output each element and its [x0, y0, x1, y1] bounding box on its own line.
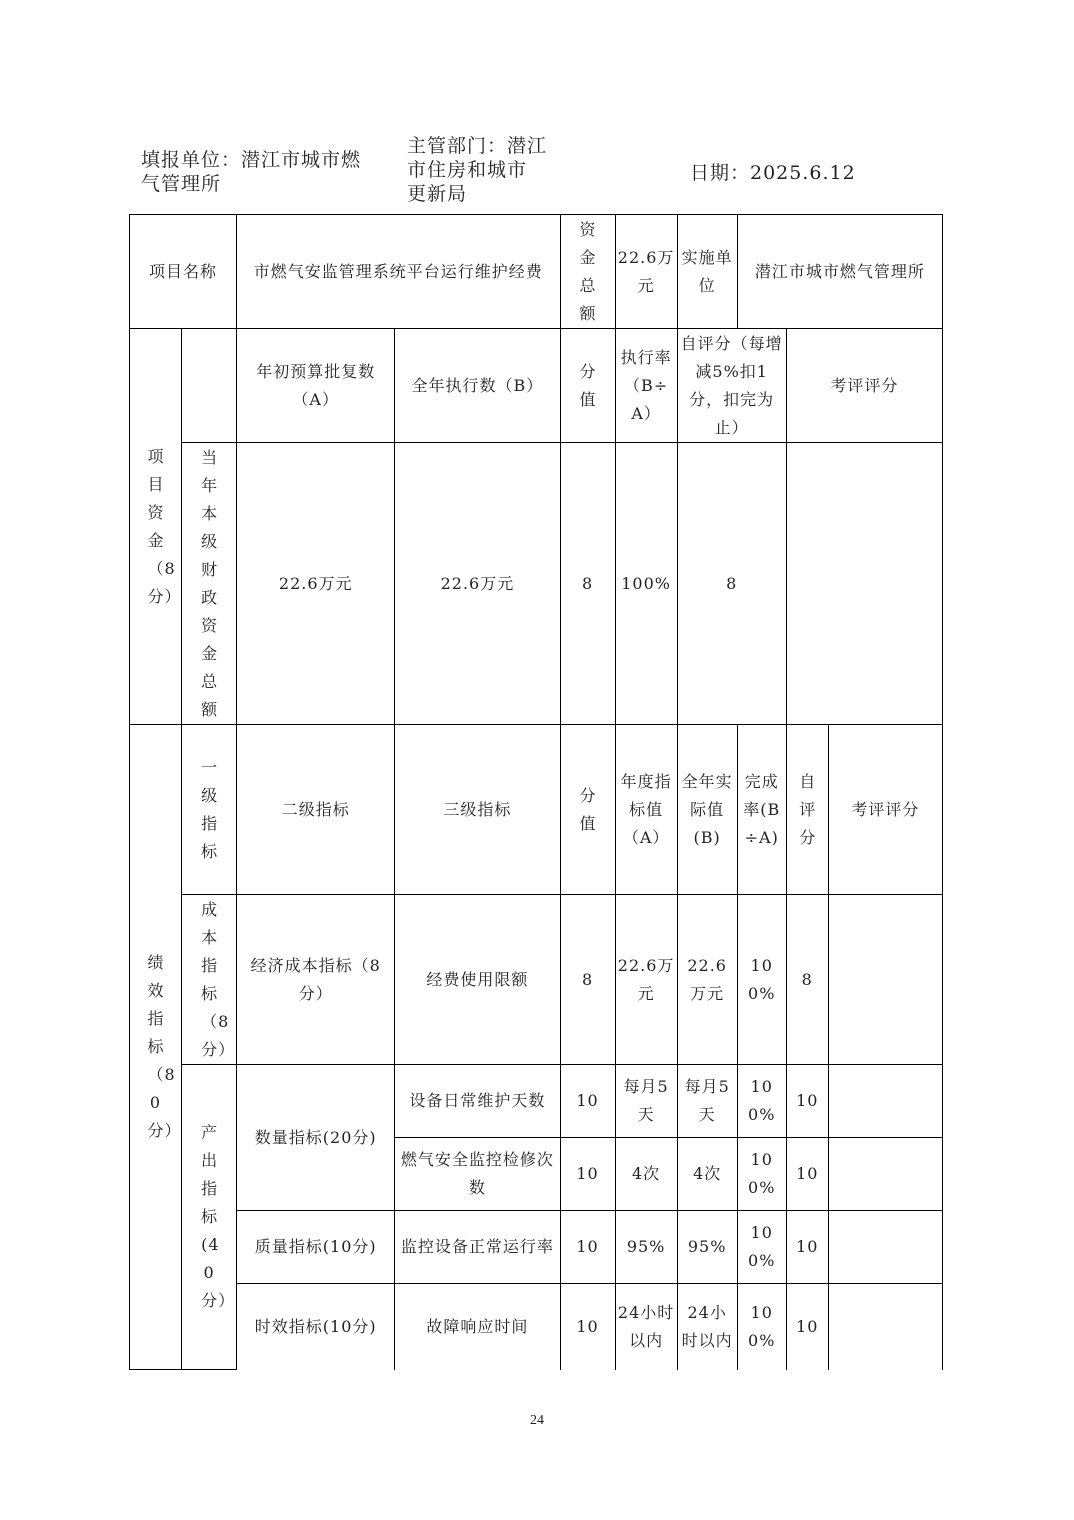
reporting-unit [141, 148, 386, 196]
row-level3: 故障响应时间 [395, 1284, 560, 1370]
row-score: 10 [560, 1138, 615, 1211]
row-actual: 4次 [677, 1138, 737, 1211]
cost-review [828, 895, 942, 1065]
row-self: 10 [786, 1284, 828, 1370]
quantity-level2: 数量指标(20分) [237, 1065, 395, 1211]
row-level3: 设备日常维护天数 [395, 1065, 560, 1138]
impl-unit-value: 潜江市城市燃气管理所 [737, 215, 942, 329]
cost-score: 8 [560, 895, 615, 1065]
row-score: 10 [560, 1065, 615, 1138]
perf-col-review-header: 考评评分 [828, 725, 942, 895]
total-funds-value: 22.6万元 [615, 215, 677, 329]
project-name-label: 项目名称 [130, 215, 237, 329]
cost-actual: 22.6万元 [677, 895, 737, 1065]
budget-value: 22.6万元 [237, 443, 395, 725]
funds-header-blank [182, 329, 237, 443]
row-review [828, 1065, 942, 1138]
col-executed-header: 全年执行数（B） [395, 329, 560, 443]
row-rate: 100% [737, 1211, 786, 1284]
funds-score-value: 8 [560, 443, 615, 725]
row-review [828, 1138, 942, 1211]
funds-section-label: 项目资金（8分） [130, 329, 182, 725]
table-row [130, 1065, 943, 1138]
row-score: 10 [560, 1284, 615, 1370]
funds-self-score-value: 8 [677, 443, 786, 725]
row-self: 10 [786, 1211, 828, 1284]
row-actual: 24小时以内 [677, 1284, 737, 1370]
row-review [828, 1284, 942, 1370]
row-actual: 每月5天 [677, 1065, 737, 1138]
col-target-header: 年度指标值（A） [615, 725, 677, 895]
col-budget-header: 年初预算批复数（A） [237, 329, 395, 443]
self-evaluation-table [129, 214, 943, 1370]
table-row [130, 1211, 943, 1284]
funds-header-row [130, 329, 943, 443]
supervising-dept-line2: 市住房和城市 [407, 159, 528, 181]
funds-review-value [786, 443, 942, 725]
row-level3: 监控设备正常运行率 [395, 1211, 560, 1284]
supervising-dept-line1: 主管部门：潜江 [407, 135, 548, 157]
funds-row-label: 当年本级财政资金总额 [182, 443, 237, 725]
page-number: 24 [530, 1413, 544, 1428]
report-date: 日期：2025.6.12 [690, 162, 856, 184]
col-completion-header: 完成率(B÷A) [737, 725, 786, 895]
row-level2: 时效指标(10分) [237, 1284, 395, 1370]
cost-target: 22.6万元 [615, 895, 677, 1065]
col-self-score-header: 自评分（每增减5%扣1分，扣完为止） [677, 329, 786, 443]
cost-level1: 成本指标（8分） [182, 895, 237, 1065]
perf-col-score-header: 分值 [560, 725, 615, 895]
output-level1: 产出指标(40分） [182, 1065, 237, 1370]
cost-level2: 经济成本指标（8分） [237, 895, 395, 1065]
row-review [828, 1211, 942, 1284]
reporting-unit-line1: 填报单位：潜江市城市燃 [141, 149, 362, 171]
row-self: 10 [786, 1065, 828, 1138]
executed-value: 22.6万元 [395, 443, 560, 725]
table-row [130, 1284, 943, 1370]
row-level2: 质量指标(10分) [237, 1211, 395, 1284]
reporting-unit-line2: 气管理所 [141, 173, 222, 195]
col-level3-header: 三级指标 [395, 725, 560, 895]
execution-rate-value: 100% [615, 443, 677, 725]
row-target: 24小时以内 [615, 1284, 677, 1370]
supervising-dept [407, 134, 557, 206]
funds-value-row [130, 443, 943, 725]
col-score-header: 分值 [560, 329, 615, 443]
cost-indicator-row [130, 895, 943, 1065]
col-review-header: 考评评分 [786, 329, 942, 443]
cost-level3: 经费使用限额 [395, 895, 560, 1065]
perf-col-self-header: 自评分 [786, 725, 828, 895]
row-actual: 95% [677, 1211, 737, 1284]
col-level1-header: 一级指标 [182, 725, 237, 895]
row-target: 4次 [615, 1138, 677, 1211]
row-rate: 100% [737, 1138, 786, 1211]
row-rate: 100% [737, 1284, 786, 1370]
col-rate-header: 执行率（B÷A） [615, 329, 677, 443]
row-level3: 燃气安全监控检修次数 [395, 1138, 560, 1211]
cost-rate: 100% [737, 895, 786, 1065]
perf-header-row [130, 725, 943, 895]
row-target: 95% [615, 1211, 677, 1284]
perf-section-label: 绩效指标（80分） [130, 725, 182, 1370]
total-funds-label: 资金总额 [560, 215, 615, 329]
row-score: 10 [560, 1211, 615, 1284]
project-info-row [130, 215, 943, 329]
project-name-value: 市燃气安监管理系统平台运行维护经费 [237, 215, 560, 329]
col-level2-header: 二级指标 [237, 725, 395, 895]
supervising-dept-line3: 更新局 [407, 183, 468, 205]
row-self: 10 [786, 1138, 828, 1211]
col-actual-header: 全年实际值(B) [677, 725, 737, 895]
row-target: 每月5天 [615, 1065, 677, 1138]
impl-unit-label: 实施单位 [677, 215, 737, 329]
row-rate: 100% [737, 1065, 786, 1138]
cost-self: 8 [786, 895, 828, 1065]
